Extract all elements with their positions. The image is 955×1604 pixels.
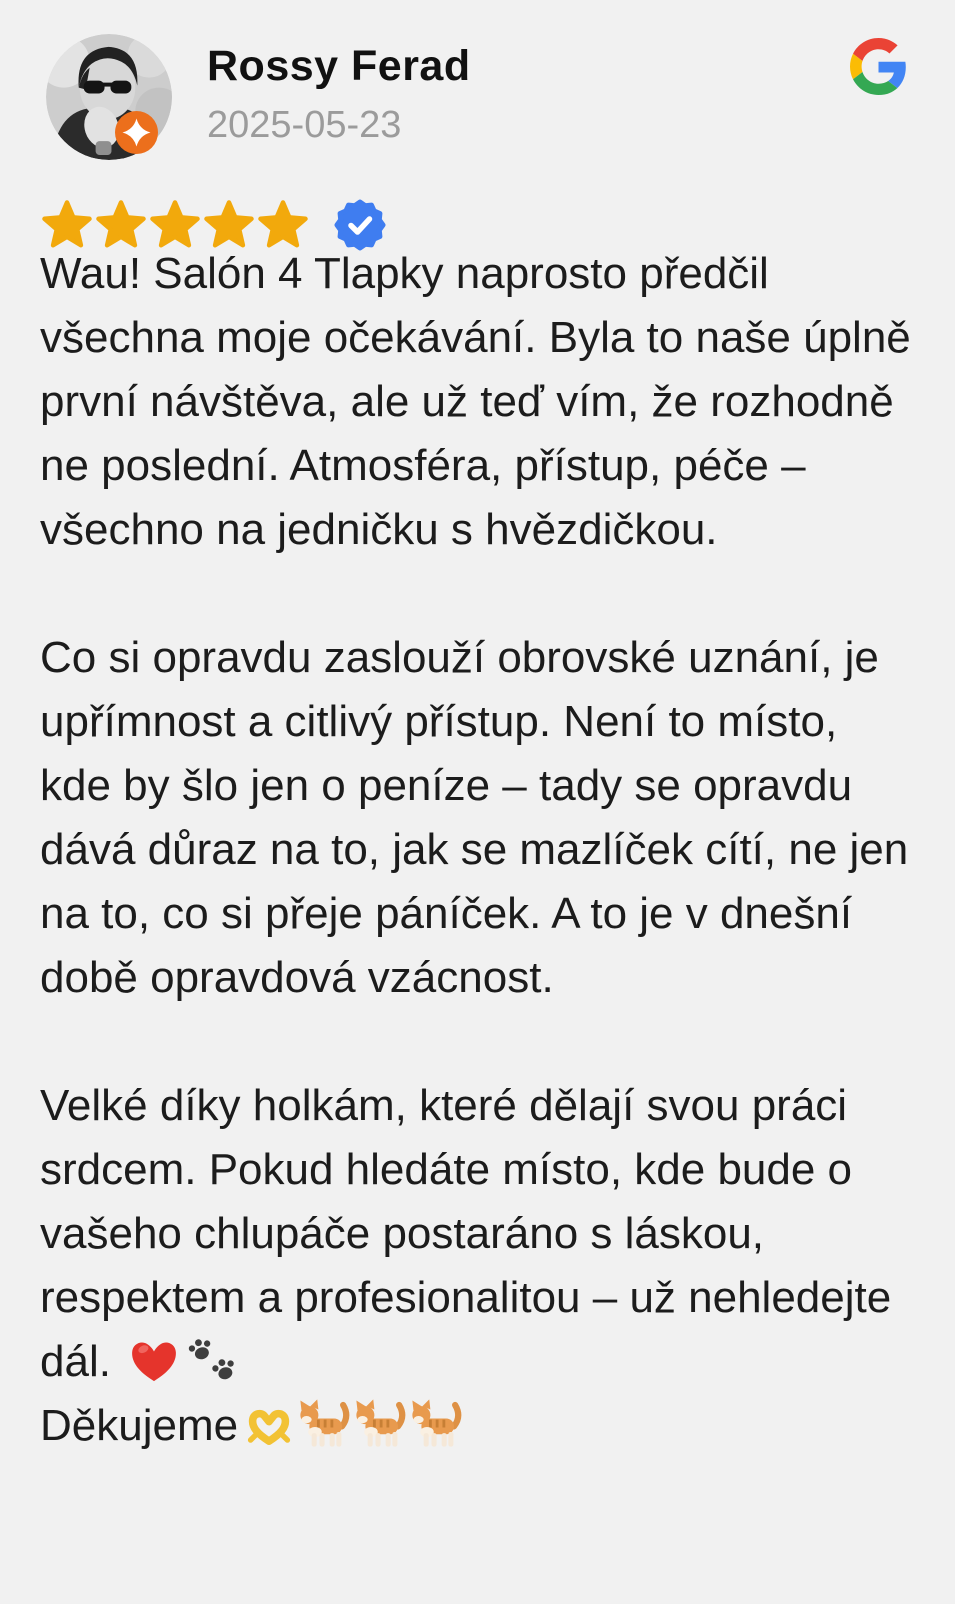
google-logo-icon[interactable] bbox=[850, 38, 907, 95]
cat-emoji bbox=[353, 1396, 407, 1450]
paw-prints-emoji bbox=[185, 1334, 239, 1386]
red-heart-emoji bbox=[128, 1336, 180, 1386]
review-paragraph: Wau! Salón 4 Tlapky naprosto předčil všechna moje očekávání. Byla to naše úplně první návštěva, ale už teď vím, že rozhodně ne poslední. Atmosféra, přístup, péče – všechno na jedničku s hvězdičkou. bbox=[40, 249, 911, 554]
review-date: 2025-05-23 bbox=[207, 104, 402, 146]
closing-text: Velké díky holkám, které dělají svou práci srdcem. Pokud hledáte místo, kde bude o vašeho chlupáče postaráno s láskou, respektem a profesionalitou – už nehledejte dál. bbox=[40, 1081, 892, 1386]
review-paragraph: Co si opravdu zaslouží obrovské uznání, je upřímnost a citlivý přístup. Není to místo, kde by šlo jen o peníze – tady se opravdu dává důraz na to, jak se mazlíček cítí, ne jen na to, co si přeje páníček. A to je v dnešní době opravdová vzácnost. bbox=[40, 633, 909, 1002]
review-paragraph-closing bbox=[40, 1074, 918, 1458]
closing-line2-text: Děkujeme bbox=[40, 1401, 239, 1450]
cat-emoji bbox=[297, 1396, 351, 1450]
review-text bbox=[40, 242, 918, 1458]
reviewer-avatar[interactable] bbox=[46, 34, 172, 160]
local-guide-badge-icon bbox=[115, 111, 158, 154]
reviewer-name[interactable]: Rossy Ferad bbox=[207, 42, 471, 90]
heart-hands-emoji bbox=[243, 1402, 295, 1450]
cat-emoji bbox=[409, 1396, 463, 1450]
